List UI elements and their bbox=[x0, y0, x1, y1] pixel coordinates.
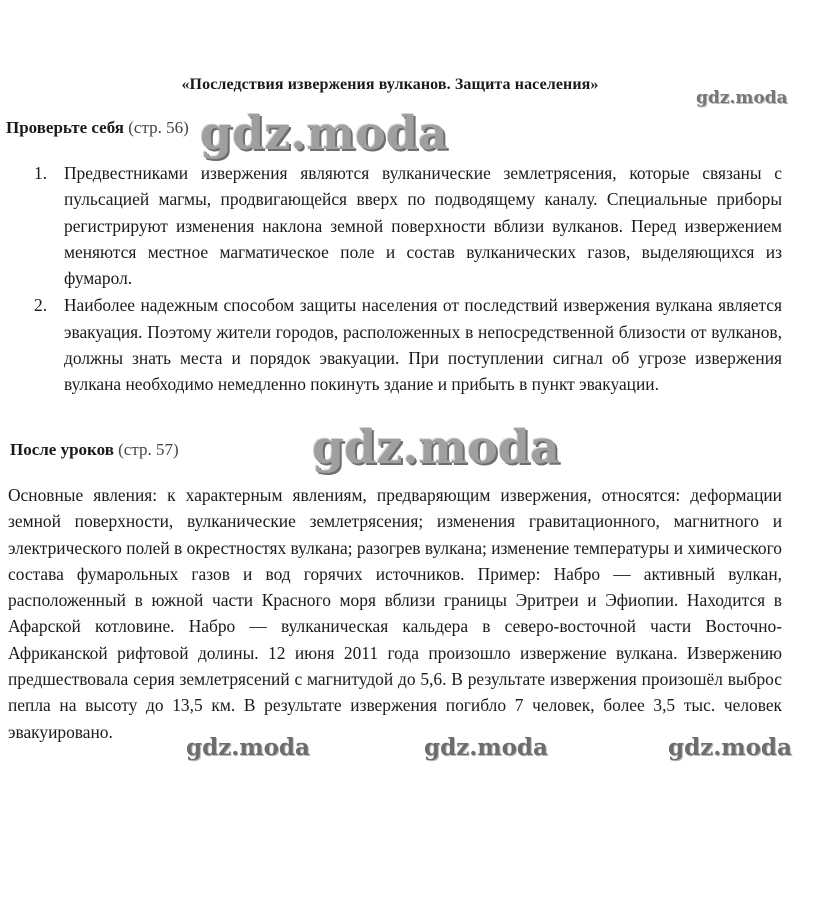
list-item-number: 2. bbox=[34, 295, 48, 316]
watermark-logo: gdz.moda bbox=[668, 734, 792, 761]
section-heading-label: Проверьте себя bbox=[6, 118, 124, 137]
watermark-logo: gdz.moda bbox=[424, 734, 548, 761]
section-page-reference: (стр. 57) bbox=[118, 440, 179, 459]
watermark-logo: gdz.moda bbox=[696, 88, 788, 108]
document-title: «Последствия извержения вулканов. Защита населения» bbox=[181, 76, 599, 93]
section-heading-after-lessons bbox=[10, 440, 179, 460]
section-heading-check-yourself bbox=[6, 118, 189, 138]
answer-list bbox=[34, 160, 782, 398]
section-heading-label: После уроков bbox=[10, 440, 114, 459]
watermark-logo: gdz.moda bbox=[186, 734, 310, 761]
list-item-text: Предвестниками извержения являются вулканические землетрясения, которые связаны с пульсацией магмы, продвигающейся вверх по подводящему каналу. Специальные приборы регистрируют изменения наклона земной поверхности вблизи вулканов. Перед извержением меняются местное магматическое поле и состав вулканических газов, выделяющихся из фумарол. bbox=[64, 163, 782, 289]
list-item-number: 1. bbox=[34, 163, 48, 183]
watermark-logo: gdz.moda bbox=[200, 106, 448, 160]
list-item bbox=[34, 292, 782, 397]
list-item bbox=[34, 160, 782, 291]
list-item-text: Наиболее надежным способом защиты населения от последствий извержения вулкана является эвакуация. Поэтому жители городов, расположенных в непосредственной близости от вулканов, должны знать места и порядок эвакуации. При поступлении сигнал об угрозе извержения вулкана необходимо немедленно покинуть здание и прибыть в пункт эвакуации. bbox=[64, 295, 782, 395]
watermark-logo: gdz.moda bbox=[312, 420, 560, 474]
section-page-reference: (стр. 56) bbox=[128, 118, 189, 137]
answer-paragraph: Основные явления: к характерным явлениям, предваряющим извержения, относятся: деформации земной поверхности, вулканические землетрясения; изменения гравитационного, магнитного и электрического полей в окрестностях вулкана; разогрев вулкана; изменение температуры и химического состава фумарольных газов и вод горячих источников. Пример: Набро — активный вулкан, расположенный в южной части Красного моря вблизи границы Эритреи и Эфиопии. Находится в Афарской котловине. Набро — вулканическая кальдера в северо-восточной части Восточно-Африканской рифтовой долины. 12 июня 2011 года произошло извержение вулкана. Извержению предшествовала серия землетрясений с магнитудой до 5,6. В результате извержения произошёл выброс пепла на высоту до 13,5 км. В результате извержения погибло 7 человек, более 3,5 тыс. человек эвакуировано. bbox=[8, 485, 782, 742]
